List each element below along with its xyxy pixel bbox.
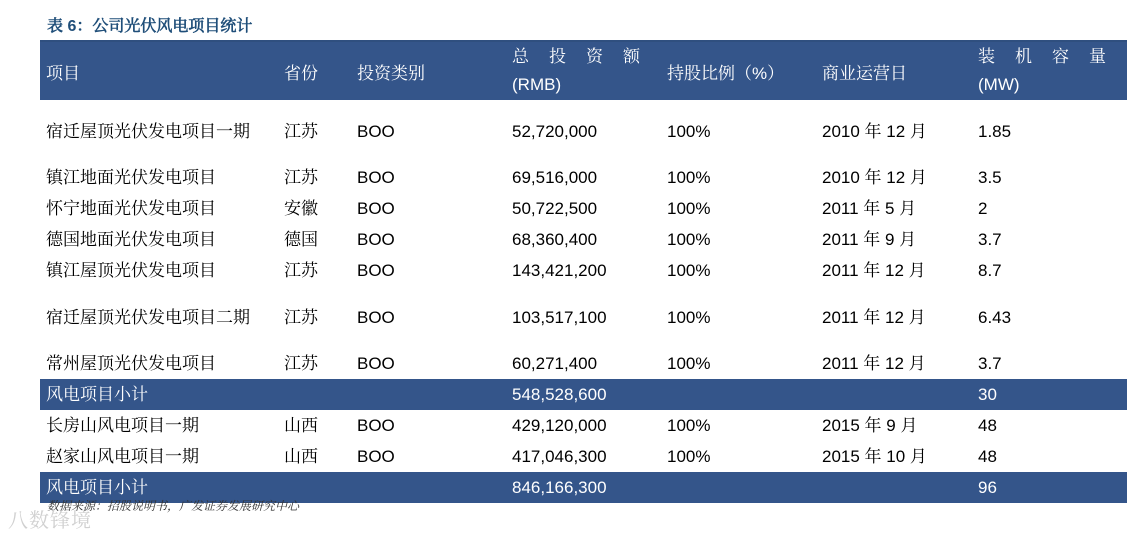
header-date: 商业运营日 bbox=[822, 63, 907, 83]
table-row: 常州屋顶光伏发电项目 江苏 BOO 60,271,400 100% 2011 年 12 月 3.7 bbox=[46, 354, 1002, 373]
table-row: 镇江地面光伏发电项目 江苏 BOO 69,516,000 100% 2010 年 12 月 3.5 bbox=[46, 168, 1002, 187]
table-row: 德国地面光伏发电项目 德国 BOO 68,360,400 100% 2011 年 9 月 3.7 bbox=[46, 230, 1002, 249]
header-project: 项目 bbox=[46, 63, 80, 83]
header-row bbox=[40, 42, 1127, 100]
header-invest: 总 投 资 额 (RMB) bbox=[512, 47, 640, 94]
header-share: 持股比例（%） bbox=[667, 63, 785, 83]
subtotal-row: 风电项目小计 846,166,300 96 bbox=[40, 472, 1127, 503]
header-capacity: 装 机 容 量 (MW) bbox=[978, 47, 1106, 94]
table-title: 表 6：公司光伏风电项目统计 bbox=[47, 18, 253, 35]
table-row: 镇江屋顶光伏发电项目 江苏 BOO 143,421,200 100% 2011 年 12 月 8.7 bbox=[46, 261, 1002, 280]
source-note: 数据来源：招股说明书，广发证券发展研究中心 bbox=[47, 499, 300, 513]
table-row: 赵家山风电项目一期 山西 BOO 417,046,300 100% 2015 年 10 月 48 bbox=[46, 447, 997, 466]
projects-table bbox=[40, 42, 1127, 503]
table-row: 宿迁屋顶光伏发电项目一期 江苏 BOO 52,720,000 100% 2010 年 12 月 1.85 bbox=[46, 121, 1012, 141]
header-province: 省份 bbox=[284, 63, 318, 83]
subtotal-row: 风电项目小计 548,528,600 30 bbox=[40, 379, 1127, 410]
watermark: 八数锋境 bbox=[8, 510, 92, 532]
table-row: 长房山风电项目一期 山西 BOO 429,120,000 100% 2015 年 9 月 48 bbox=[46, 416, 997, 435]
table-row: 怀宁地面光伏发电项目 安徽 BOO 50,722,500 100% 2011 年 5 月 2 bbox=[46, 199, 988, 218]
table-row: 宿迁屋顶光伏发电项目二期 江苏 BOO 103,517,100 100% 2011 年 12 月 6.43 bbox=[46, 307, 1012, 327]
header-type: 投资类别 bbox=[357, 63, 425, 83]
